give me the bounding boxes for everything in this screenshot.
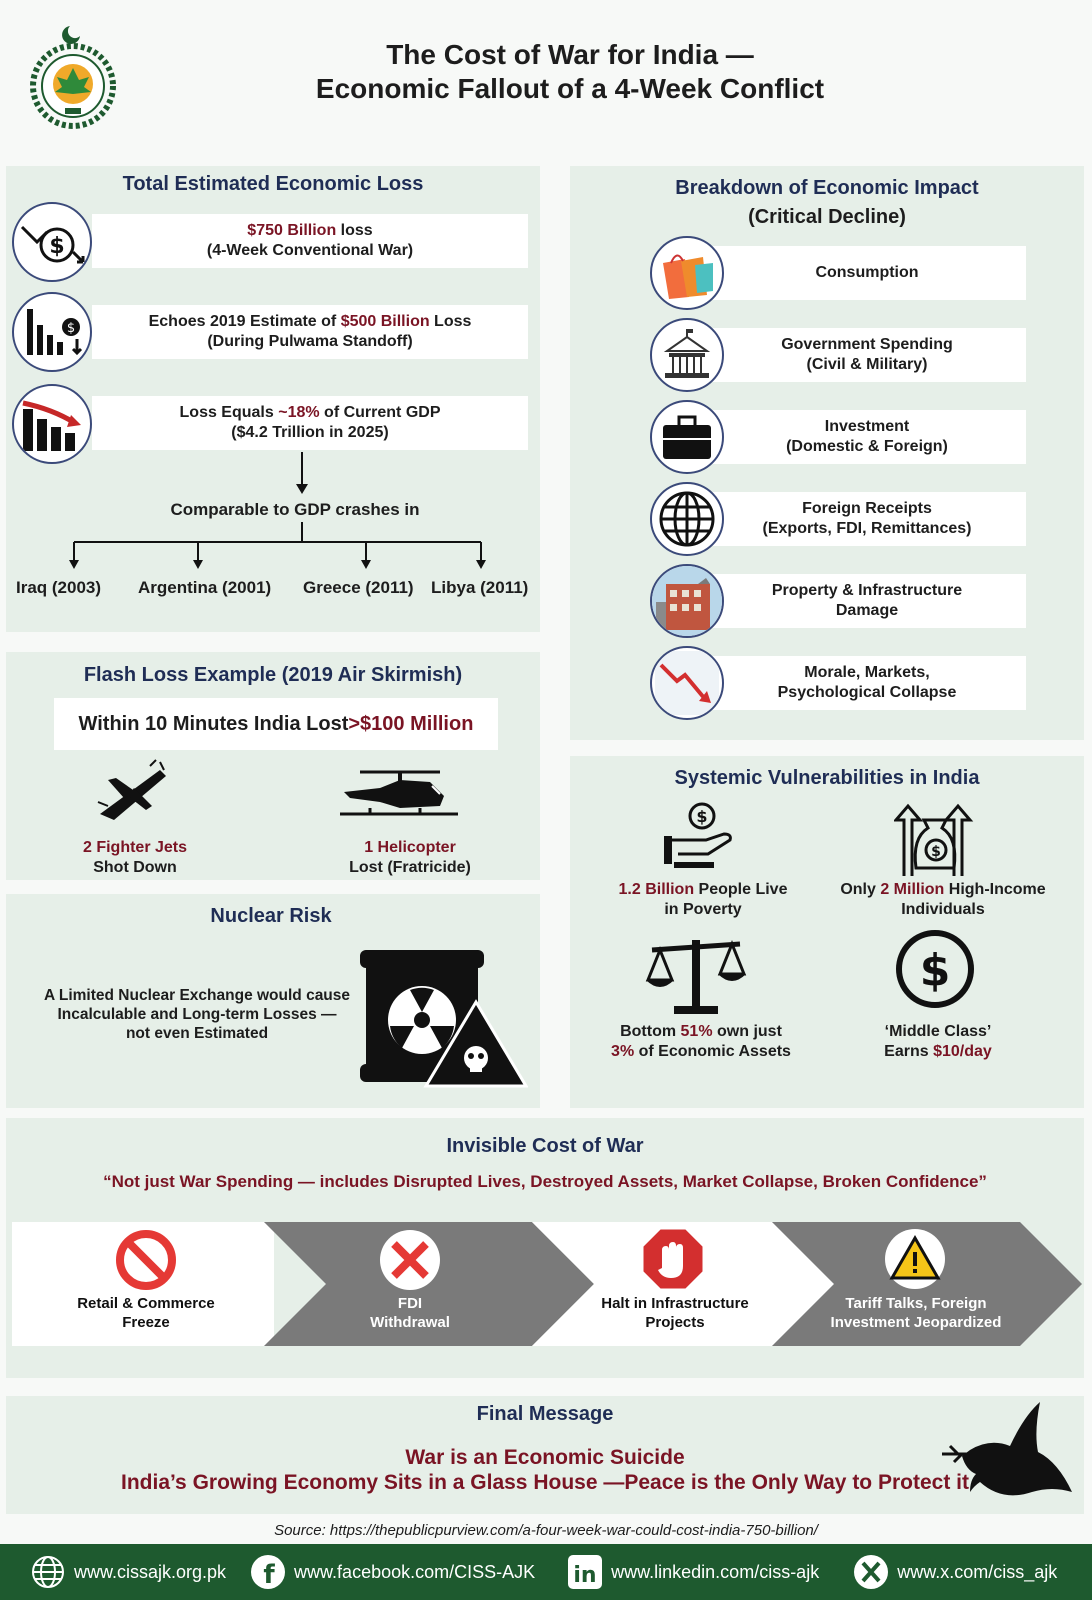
- x-icon: [853, 1554, 889, 1590]
- nuclear-risk-heading: Nuclear Risk: [210, 905, 332, 927]
- breakdown-item-consumption: Consumption: [708, 246, 1026, 300]
- footer-web-link[interactable]: www.cissajk.org.pk: [30, 1554, 226, 1590]
- money-bag-growth-icon: [894, 800, 980, 878]
- source-text: Source: https://thepublicpurview.com/a-four-week-war-could-cost-india-750-billion/: [274, 1522, 818, 1539]
- final-message-heading: Final Message: [476, 1403, 614, 1425]
- svg-text:f: f: [263, 1560, 275, 1590]
- svg-text:$: $: [66, 321, 76, 336]
- invisible-cost-quote: “Not just War Spending — includes Disrupted Lives, Destroyed Assets, Market Collapse, Broken Confidence”: [103, 1172, 987, 1191]
- helicopter-icon: [340, 762, 460, 822]
- final-message-line2: India’s Growing Economy Sits in a Glass House —Peace is the Only Way to Protect it: [121, 1471, 969, 1494]
- country-argentina: Argentina (2001): [138, 578, 272, 597]
- breakdown-item-government: Government Spending (Civil & Military): [708, 328, 1026, 382]
- step-fdi-withdrawal: FDI Withdrawal: [370, 1295, 450, 1331]
- footer-bar: [0, 1544, 1092, 1600]
- footer-facebook-link[interactable]: f www.facebook.com/CISS-AJK: [250, 1554, 535, 1590]
- scale-icon: [644, 934, 748, 1016]
- globe-icon: [650, 482, 724, 556]
- step-tariff-talks: Tariff Talks, Foreign Investment Jeopardized: [830, 1295, 1002, 1331]
- peace-dove-icon: [940, 1400, 1080, 1510]
- stop-hand-icon: [640, 1226, 706, 1292]
- svg-text:$: $: [919, 945, 951, 996]
- government-building-icon: [650, 318, 724, 392]
- facebook-icon: [250, 1554, 286, 1590]
- total-loss-heading: Total Estimated Economic Loss: [122, 173, 424, 195]
- market-decline-icon: [650, 646, 724, 720]
- svg-text:$: $: [49, 234, 65, 259]
- damaged-building-icon: [650, 564, 724, 638]
- footer-x-link[interactable]: www.x.com/ciss_ajk: [853, 1554, 1057, 1590]
- loss-500-box: Echoes 2019 Estimate of $500 Billion Loss (During Pulwama Standoff): [92, 305, 528, 359]
- svg-text:$: $: [696, 807, 708, 826]
- helicopter-label: 1 Helicopter Lost (Fratricide): [349, 839, 471, 876]
- nuclear-risk-text: A Limited Nuclear Exchange would cause Incalculable and Long-term Losses — not even Estimated: [43, 987, 351, 1042]
- ciss-logo: [18, 20, 128, 135]
- poverty-label: 1.2 Billion People Live in Poverty: [618, 881, 788, 918]
- assets-label: Bottom 51% own just 3% of Economic Assets: [611, 1023, 791, 1060]
- red-x-icon: [378, 1228, 442, 1292]
- middle-class-label: ‘Middle Class’ Earns $10/day: [884, 1023, 992, 1060]
- dollar-coin-icon: [894, 928, 976, 1010]
- page-title: The Cost of War for India — Economic Fallout of a 4-Week Conflict: [315, 39, 825, 104]
- warning-icon: [884, 1228, 946, 1290]
- breakdown-item-investment: Investment (Domestic & Foreign): [708, 410, 1026, 464]
- dollar-decline-icon: [12, 202, 92, 282]
- fighter-jets-label: 2 Fighter Jets Shot Down: [82, 839, 188, 876]
- linkedin-icon: [567, 1554, 603, 1590]
- step-infrastructure-halt: Halt in Infrastructure Projects: [601, 1295, 749, 1331]
- hand-coin-icon: [662, 800, 742, 876]
- country-libya: Libya (2011): [431, 578, 529, 597]
- step-retail-freeze: Retail & Commerce Freeze: [77, 1295, 215, 1331]
- country-iraq: Iraq (2003): [16, 578, 102, 597]
- globe-icon: [30, 1554, 66, 1590]
- bar-chart-dollar-icon: [12, 292, 92, 372]
- crashing-jet-icon: [90, 758, 174, 828]
- svg-text:$: $: [931, 844, 941, 860]
- high-income-label: Only 2 Million High-Income Individuals: [840, 881, 1046, 918]
- country-greece: Greece (2011): [303, 578, 414, 597]
- loss-750-box: $750 Billion loss (4-Week Conventional War): [92, 214, 528, 268]
- shopping-bags-icon: [650, 236, 724, 310]
- comparable-text: Comparable to GDP crashes in: [170, 500, 420, 519]
- breakdown-item-property: Property & Infrastructure Damage: [708, 574, 1026, 628]
- briefcase-icon: [650, 400, 724, 474]
- invisible-cost-heading: Invisible Cost of War: [446, 1135, 644, 1157]
- flash-loss-heading: Flash Loss Example (2019 Air Skirmish): [83, 664, 463, 686]
- flash-loss-banner: Within 10 Minutes India Lost >$100 Million: [54, 698, 498, 750]
- breakdown-item-foreign-receipts: Foreign Receipts (Exports, FDI, Remittances): [708, 492, 1026, 546]
- systemic-heading: Systemic Vulnerabilities in India: [674, 767, 980, 789]
- final-message-line1: War is an Economic Suicide: [405, 1446, 685, 1469]
- svg-text:in: in: [573, 1563, 597, 1588]
- footer-linkedin-link[interactable]: in www.linkedin.com/ciss-ajk: [567, 1554, 819, 1590]
- nuclear-barrel-icon: [360, 948, 528, 1090]
- loss-gdp-box: Loss Equals ~18% of Current GDP ($4.2 Trillion in 2025): [92, 396, 528, 450]
- prohibited-icon: [114, 1228, 178, 1292]
- breakdown-item-morale: Morale, Markets, Psychological Collapse: [708, 656, 1026, 710]
- breakdown-heading: Breakdown of Economic Impact (Critical Decline): [675, 177, 979, 228]
